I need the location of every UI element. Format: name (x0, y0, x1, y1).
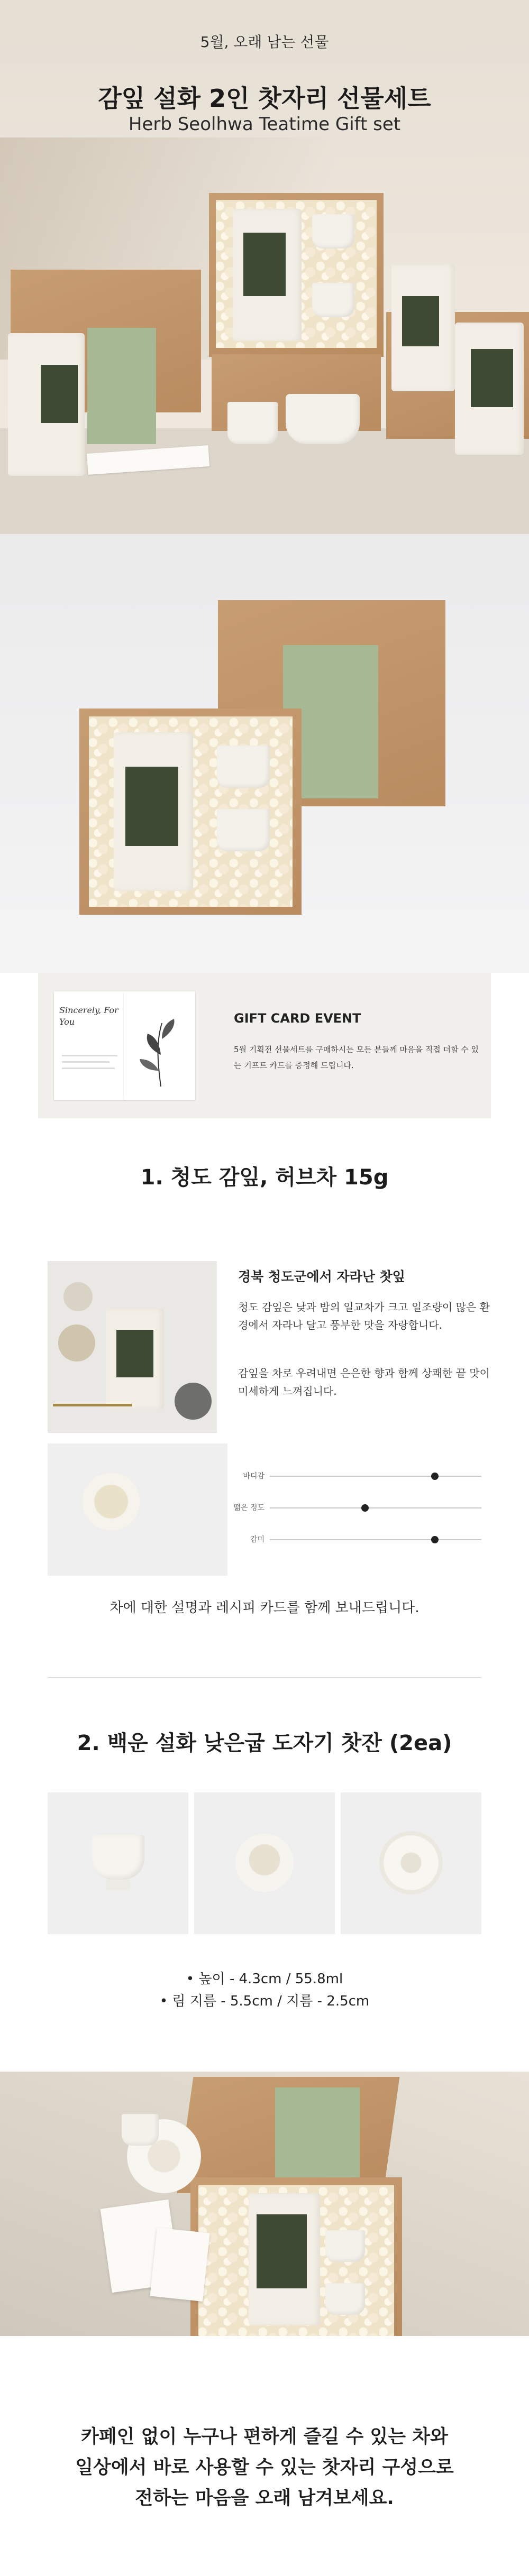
gift-card-image (54, 991, 125, 1100)
teacup-in-box-2 (312, 283, 354, 317)
closing-message (0, 2422, 529, 2514)
closing-line-3: 전하는 마음을 오래 남겨보세요. (135, 2488, 394, 2509)
section2-title: 2. 백운 설화 낮은굽 도자기 찻잔 (2ea) (77, 1731, 452, 1755)
section1-para2: 감잎을 차로 우려내면 은은한 향과 함께 상쾌한 끝 맛이 미세하게 느껴집니다. (238, 1367, 490, 1397)
section1-title: 1. 청도 감잎, 허브차 15g (140, 1165, 389, 1190)
slider-knob-astringency (361, 1504, 369, 1512)
closing-line-1: 카페인 없이 누구나 편하게 즐길 수 있는 차와 (81, 2426, 448, 2448)
slider-label-astringency: 떫은 정도 (233, 1504, 264, 1512)
slider-knob-body (431, 1473, 439, 1480)
gift-card-botanical (124, 991, 195, 1100)
tea-canister-right-1 (391, 264, 455, 391)
cup-photo-side (48, 1792, 188, 1934)
hero-title-en: Herb Seolhwa Teatime Gift set (128, 114, 401, 135)
tea-canister-open (114, 732, 193, 891)
tea-cup-photo (48, 1443, 227, 1576)
section1-para1: 청도 감잎은 낮과 밤의 일교차가 크고 일조량이 많은 환경에서 자라나 달고 풍부한 맛을 자랑합니다. (238, 1301, 490, 1331)
gift-set-flatlay-photo (0, 2072, 529, 2336)
teacup-in-box-1 (312, 214, 354, 249)
product-photo-section (0, 534, 529, 973)
cup-spec-height: • 높이 - 4.3cm / 55.8ml (186, 1971, 343, 1987)
tea-canister-left (8, 333, 85, 476)
event-description: 5월 기획전 선물세트를 구매하시는 모든 분들께 마음을 직접 더할 수 있는 기프트 카드를 증정해 드립니다. (234, 1045, 479, 1070)
closing-line-2: 일상에서 바로 사용할 수 있는 찻자리 구성으로 (75, 2457, 454, 2478)
tea-canister-right-2 (455, 323, 524, 455)
gift-card-sage (87, 328, 156, 444)
cup-photo-angle (194, 1792, 335, 1934)
cup-spec-diameter: • 림 지름 - 5.5cm / 지름 - 2.5cm (159, 1993, 370, 2009)
tea-photo-top (48, 1261, 217, 1433)
cup-photo-top (341, 1792, 481, 1934)
section-divider (48, 1677, 481, 1678)
gift-card-text: Sincerely, For You (59, 1005, 118, 1027)
hero-subtitle: 5월, 오래 남는 선물 (200, 33, 329, 51)
section1-heading: 경북 청도군에서 자라난 찻잎 (238, 1269, 405, 1284)
tea-canister-center (233, 209, 302, 341)
teacup-table-2 (286, 394, 360, 444)
recipe-card-note: 차에 대한 설명과 레시피 카드를 함께 보내드립니다. (110, 1600, 419, 1616)
slider-astringency (212, 1500, 487, 1516)
teacup-open-2 (217, 809, 270, 851)
slider-knob-sweetness (431, 1536, 439, 1543)
slider-label-body: 바디감 (243, 1472, 264, 1480)
hero-section (0, 0, 529, 534)
plant-icon (124, 991, 195, 1100)
slider-sweetness (212, 1532, 487, 1548)
teacup-open-1 (217, 746, 270, 788)
teacup-table-1 (227, 402, 278, 444)
slider-body (212, 1468, 487, 1484)
hero-title: 감잎 설화 2인 찻자리 선물세트 (98, 84, 431, 113)
gift-card-event-banner (38, 973, 491, 1118)
slider-label-sweetness: 감미 (250, 1535, 264, 1544)
event-title: GIFT CARD EVENT (234, 1011, 361, 1026)
